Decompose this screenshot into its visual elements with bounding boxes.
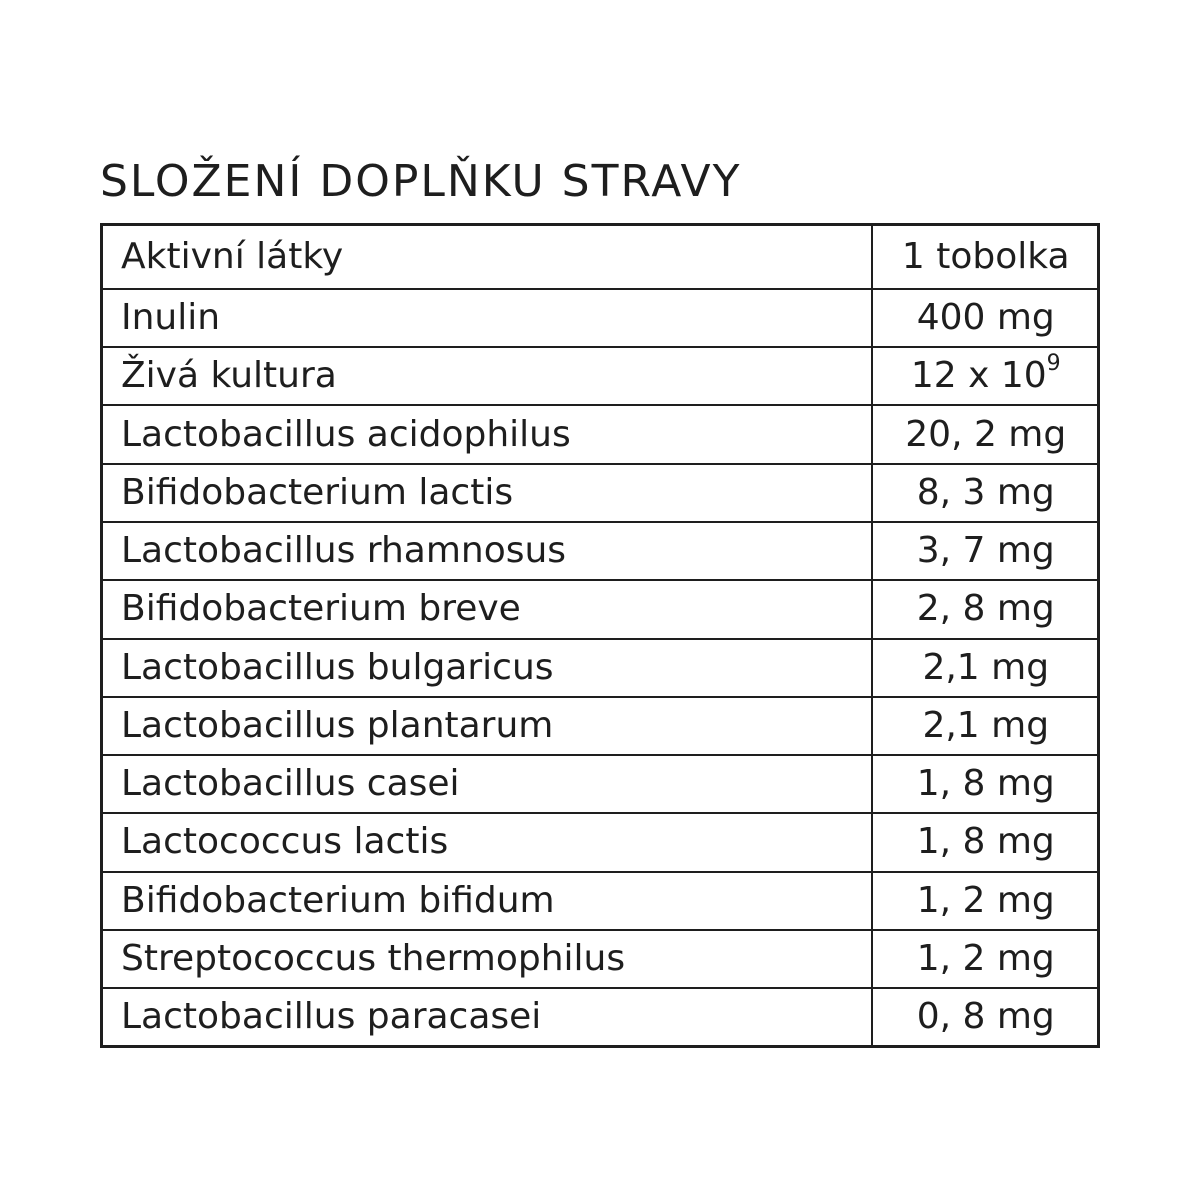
table-row [102,464,1099,522]
table-row [102,755,1099,813]
composition-table [100,223,1100,1048]
table-row [102,988,1099,1046]
ingredient-amount: 1, 8 mg [872,755,1099,813]
ingredient-name: Bifidobacterium breve [102,580,872,638]
table-row [102,813,1099,871]
table-row [102,930,1099,988]
ingredient-amount-cell [872,347,1099,405]
table-row [102,872,1099,930]
table-header-row [102,225,1099,289]
ingredient-name: Lactobacillus casei [102,755,872,813]
ingredient-amount: 3, 7 mg [872,522,1099,580]
ingredient-name: Lactobacillus paracasei [102,988,872,1046]
table-row [102,405,1099,463]
ingredient-amount: 2,1 mg [872,697,1099,755]
ingredient-name: Inulin [102,289,872,347]
ingredient-amount: 1, 2 mg [872,872,1099,930]
ingredient-amount: 1, 8 mg [872,813,1099,871]
ingredient-amount: 12 x 10 [910,355,1047,397]
amount-exponent: 9 [1046,351,1061,377]
ingredient-name: Lactobacillus acidophilus [102,405,872,463]
header-name-cell: Aktivní látky [102,225,872,289]
table-row [102,347,1099,405]
header-amount-cell: 1 tobolka [872,225,1099,289]
table-row [102,639,1099,697]
ingredient-name: Lactobacillus rhamnosus [102,522,872,580]
ingredient-amount: 2,1 mg [872,639,1099,697]
table-row [102,522,1099,580]
ingredient-amount: 20, 2 mg [872,405,1099,463]
table-row [102,580,1099,638]
ingredient-name: Lactobacillus bulgaricus [102,639,872,697]
ingredient-name: Bifidobacterium bifidum [102,872,872,930]
ingredient-amount: 400 mg [872,289,1099,347]
ingredient-amount: 1, 2 mg [872,930,1099,988]
ingredient-amount: 8, 3 mg [872,464,1099,522]
table-row [102,697,1099,755]
page-title: SLOŽENÍ DOPLŇKU STRAVY [100,156,742,207]
ingredient-amount: 0, 8 mg [872,988,1099,1046]
ingredient-name: Streptococcus thermophilus [102,930,872,988]
ingredient-name: Bifidobacterium lactis [102,464,872,522]
ingredient-name: Živá kultura [102,347,872,405]
table-row [102,289,1099,347]
ingredient-name: Lactobacillus plantarum [102,697,872,755]
ingredient-name: Lactococcus lactis [102,813,872,871]
ingredient-amount: 2, 8 mg [872,580,1099,638]
